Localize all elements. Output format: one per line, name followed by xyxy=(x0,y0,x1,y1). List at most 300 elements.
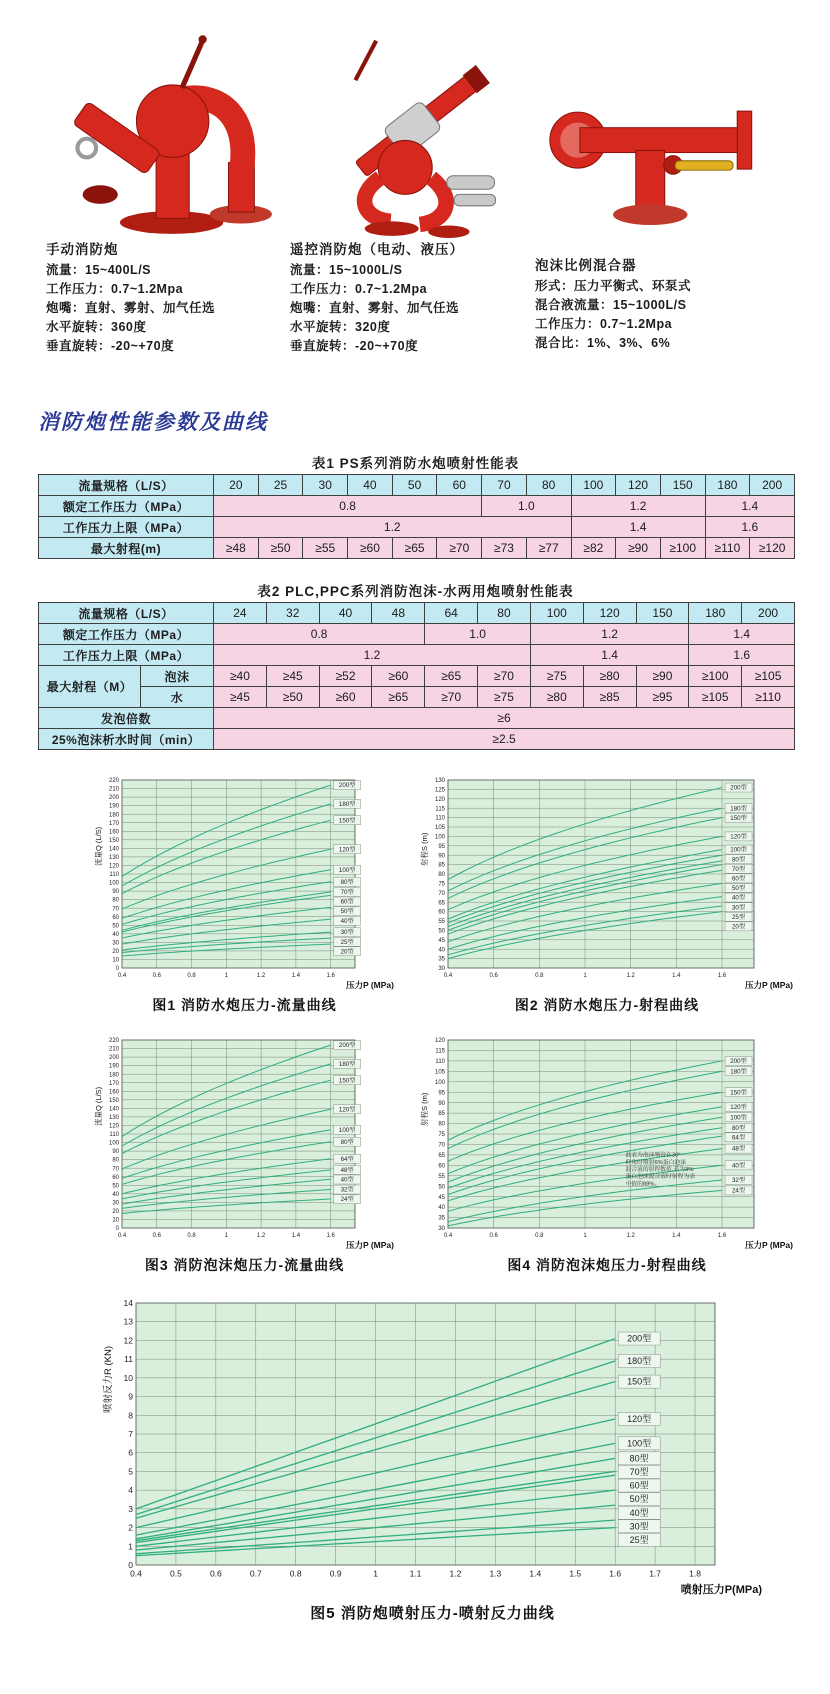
svg-text:30型: 30型 xyxy=(629,1521,649,1532)
svg-text:190: 190 xyxy=(108,803,119,810)
svg-text:75: 75 xyxy=(438,1132,445,1139)
svg-text:64型: 64型 xyxy=(731,1134,746,1142)
table-cell: ≥70 xyxy=(437,538,482,559)
svg-text:150: 150 xyxy=(108,837,119,844)
svg-text:1.6: 1.6 xyxy=(717,1233,727,1239)
svg-text:混合液的射程数值,若为3%: 混合液的射程数值,若为3% xyxy=(625,1166,694,1173)
svg-text:40: 40 xyxy=(438,947,445,954)
svg-text:110: 110 xyxy=(435,1058,445,1065)
svg-text:压力P (MPa): 压力P (MPa) xyxy=(345,1240,394,1250)
svg-text:48型: 48型 xyxy=(731,1145,746,1153)
svg-text:80型: 80型 xyxy=(629,1453,649,1464)
table-cell: 1.4 xyxy=(571,517,705,538)
svg-text:95: 95 xyxy=(438,1090,445,1097)
svg-text:130: 130 xyxy=(434,778,445,785)
table-cell: 发泡倍数 xyxy=(39,708,214,729)
svg-text:120型: 120型 xyxy=(730,833,747,841)
table-cell: ≥60 xyxy=(319,687,372,708)
svg-text:1.8: 1.8 xyxy=(689,1568,701,1579)
svg-text:110: 110 xyxy=(435,815,445,822)
product-spec: 流量：15~1000L/S xyxy=(290,263,403,277)
performance-curve-svg xyxy=(418,772,796,992)
performance-curve-svg xyxy=(92,1032,397,1252)
svg-text:100型: 100型 xyxy=(627,1438,652,1449)
svg-text:3: 3 xyxy=(128,1503,133,1514)
svg-text:120: 120 xyxy=(434,796,445,803)
svg-text:80型: 80型 xyxy=(731,856,746,864)
table-cell: ≥60 xyxy=(372,666,425,687)
svg-text:210: 210 xyxy=(108,786,119,793)
table-cell: ≥110 xyxy=(742,687,795,708)
svg-text:6: 6 xyxy=(128,1447,133,1458)
table-cell: 120 xyxy=(583,603,636,624)
svg-text:24型: 24型 xyxy=(340,1196,354,1204)
product-name: 泡沫比例混合器 xyxy=(535,258,637,273)
svg-text:1.2: 1.2 xyxy=(256,973,266,979)
svg-text:50型: 50型 xyxy=(731,885,746,893)
table-cell: ≥75 xyxy=(478,687,531,708)
svg-text:0.4: 0.4 xyxy=(130,1568,142,1579)
svg-text:70型: 70型 xyxy=(731,865,746,873)
svg-text:65: 65 xyxy=(438,900,445,907)
svg-text:1.2: 1.2 xyxy=(626,1233,635,1239)
svg-text:0.8: 0.8 xyxy=(535,1233,544,1239)
svg-text:60: 60 xyxy=(112,1174,119,1181)
ps-series-table xyxy=(38,474,795,559)
svg-text:90: 90 xyxy=(438,853,445,860)
svg-text:50: 50 xyxy=(438,1184,445,1191)
table-cell: 80 xyxy=(526,475,571,496)
svg-text:射程S (m): 射程S (m) xyxy=(420,1092,429,1126)
figure3-foam-flow-chart xyxy=(92,1032,397,1257)
svg-text:此表为泡沫喷管在30°: 此表为泡沫喷管在30° xyxy=(625,1152,681,1159)
svg-text:100型: 100型 xyxy=(338,1126,356,1134)
svg-text:20: 20 xyxy=(112,949,119,956)
product-spec: 水平旋转：360度 xyxy=(46,320,147,334)
svg-text:180型: 180型 xyxy=(338,1061,356,1069)
performance-curve-svg xyxy=(418,1032,796,1252)
svg-text:0.4: 0.4 xyxy=(117,973,127,979)
table-cell: ≥52 xyxy=(319,666,372,687)
svg-text:1.7: 1.7 xyxy=(649,1568,662,1579)
svg-text:90: 90 xyxy=(112,889,119,896)
table-cell: ≥105 xyxy=(689,687,742,708)
table-cell: 最大射程(m) xyxy=(39,538,214,559)
svg-text:70型: 70型 xyxy=(340,889,354,897)
performance-curve-svg xyxy=(92,772,397,992)
svg-text:75: 75 xyxy=(438,881,445,888)
product-spec: 炮嘴：直射、雾射、加气任选 xyxy=(46,301,216,315)
product-remote-monitor xyxy=(290,20,535,356)
table-cell: ≥95 xyxy=(636,687,689,708)
svg-text:9: 9 xyxy=(128,1391,133,1402)
svg-text:140: 140 xyxy=(108,846,119,853)
svg-text:150: 150 xyxy=(108,1097,119,1104)
table-cell: ≥50 xyxy=(266,687,319,708)
svg-text:120型: 120型 xyxy=(338,846,356,854)
svg-text:150型: 150型 xyxy=(338,817,356,825)
svg-text:180: 180 xyxy=(108,812,119,819)
svg-text:60型: 60型 xyxy=(629,1480,649,1491)
svg-text:50: 50 xyxy=(112,1183,119,1190)
product-spec: 工作压力：0.7~1.2Mpa xyxy=(46,282,184,296)
svg-text:220: 220 xyxy=(108,1038,119,1045)
table-cell: ≥70 xyxy=(425,687,478,708)
svg-text:64型: 64型 xyxy=(340,1155,354,1163)
svg-text:200型: 200型 xyxy=(627,1333,652,1344)
svg-text:压力P (MPa): 压力P (MPa) xyxy=(744,980,793,990)
svg-text:110: 110 xyxy=(109,1132,119,1139)
svg-text:115: 115 xyxy=(435,1048,445,1055)
svg-text:70型: 70型 xyxy=(629,1467,649,1478)
svg-text:95: 95 xyxy=(438,843,445,850)
table-cell: 64 xyxy=(425,603,478,624)
table-cell: 25 xyxy=(258,475,303,496)
table1 xyxy=(38,474,795,559)
svg-text:压力P (MPa): 压力P (MPa) xyxy=(345,980,394,990)
table-cell: 1.6 xyxy=(689,645,795,666)
svg-text:160: 160 xyxy=(108,1089,119,1096)
table-cell: ≥55 xyxy=(303,538,348,559)
svg-text:100: 100 xyxy=(434,834,445,841)
svg-text:40: 40 xyxy=(112,931,119,938)
svg-text:60型: 60型 xyxy=(731,875,746,883)
svg-text:2: 2 xyxy=(128,1522,133,1533)
svg-text:14: 14 xyxy=(123,1297,133,1308)
table-cell: 120 xyxy=(616,475,661,496)
svg-text:50型: 50型 xyxy=(340,908,354,916)
svg-text:0.9: 0.9 xyxy=(329,1568,342,1579)
table-cell: ≥75 xyxy=(530,666,583,687)
table-cell: ≥65 xyxy=(372,687,425,708)
foam-proportioner-image xyxy=(535,78,780,254)
svg-text:80: 80 xyxy=(112,1157,119,1164)
table-cell: 40 xyxy=(319,603,372,624)
svg-text:30型: 30型 xyxy=(731,904,746,912)
svg-text:喷射压力P(MPa): 喷射压力P(MPa) xyxy=(680,1584,762,1596)
svg-text:40: 40 xyxy=(438,1205,445,1212)
svg-text:13: 13 xyxy=(123,1316,133,1327)
svg-text:120型: 120型 xyxy=(338,1106,356,1114)
svg-text:0: 0 xyxy=(115,1226,119,1233)
svg-text:70: 70 xyxy=(112,906,119,913)
svg-text:0.4: 0.4 xyxy=(443,1233,453,1239)
svg-text:105: 105 xyxy=(434,825,445,832)
table-cell: 1.6 xyxy=(705,517,794,538)
table-cell: 100 xyxy=(571,475,616,496)
table-cell: 1.4 xyxy=(689,624,795,645)
svg-text:7: 7 xyxy=(128,1428,133,1439)
svg-text:85: 85 xyxy=(438,862,445,869)
table-cell: 1.2 xyxy=(571,496,705,517)
svg-text:48型: 48型 xyxy=(340,1166,354,1174)
svg-text:70: 70 xyxy=(112,1166,119,1173)
table-cell: 泡沫 xyxy=(141,666,214,687)
table-cell: ≥90 xyxy=(616,538,661,559)
product-spec: 垂直旋转：-20~+70度 xyxy=(290,339,419,353)
table-cell: ≥77 xyxy=(526,538,571,559)
table-cell: 100 xyxy=(530,603,583,624)
svg-text:80型: 80型 xyxy=(731,1124,746,1132)
svg-text:180型: 180型 xyxy=(627,1356,652,1367)
table-cell: ≥48 xyxy=(214,538,259,559)
svg-text:20型: 20型 xyxy=(340,948,354,956)
table-cell: 60 xyxy=(437,475,482,496)
table-cell: 额定工作压力（MPa） xyxy=(39,496,214,517)
table-cell: 1.0 xyxy=(425,624,531,645)
svg-text:32型: 32型 xyxy=(340,1186,354,1194)
table-cell: ≥45 xyxy=(266,666,319,687)
table-cell: 180 xyxy=(689,603,742,624)
svg-text:200型: 200型 xyxy=(730,784,747,792)
svg-text:40型: 40型 xyxy=(340,1176,354,1184)
svg-text:10: 10 xyxy=(123,1372,133,1383)
svg-text:200型: 200型 xyxy=(338,1042,356,1050)
table-cell: 水 xyxy=(141,687,214,708)
svg-text:1.4: 1.4 xyxy=(291,973,301,979)
svg-text:90: 90 xyxy=(438,1100,445,1107)
table-cell: ≥2.5 xyxy=(214,729,795,750)
svg-text:0.6: 0.6 xyxy=(209,1568,222,1579)
svg-text:35: 35 xyxy=(438,1215,445,1222)
product-spec: 工作压力：0.7~1.2Mpa xyxy=(535,317,673,331)
figure5-caption: 图5 消防炮喷射压力-喷射反力曲线 xyxy=(310,1605,555,1622)
table-cell: ≥100 xyxy=(689,666,742,687)
table-cell: ≥85 xyxy=(583,687,636,708)
svg-text:10: 10 xyxy=(112,957,119,964)
product-spec: 工作压力：0.7~1.2Mpa xyxy=(290,282,428,296)
svg-text:125: 125 xyxy=(434,787,445,794)
svg-text:40型: 40型 xyxy=(731,1162,746,1170)
svg-text:0: 0 xyxy=(128,1559,133,1570)
svg-text:1: 1 xyxy=(373,1568,378,1579)
svg-text:1: 1 xyxy=(128,1541,133,1552)
svg-text:25型: 25型 xyxy=(629,1535,649,1546)
svg-text:1: 1 xyxy=(224,973,229,979)
table-cell: 80 xyxy=(478,603,531,624)
product-spec: 炮嘴：直射、雾射、加气任选 xyxy=(290,301,460,315)
svg-text:中值的88%。: 中值的88%。 xyxy=(625,1181,661,1188)
svg-text:0.6: 0.6 xyxy=(152,973,161,979)
svg-text:1.4: 1.4 xyxy=(291,1233,301,1239)
svg-text:100: 100 xyxy=(108,880,119,887)
svg-text:40型: 40型 xyxy=(731,894,746,902)
svg-text:150型: 150型 xyxy=(730,814,747,822)
product-name: 手动消防炮 xyxy=(46,242,119,257)
table-cell: ≥45 xyxy=(214,687,267,708)
svg-text:120: 120 xyxy=(434,1038,445,1045)
remote-fire-monitor-image xyxy=(290,20,535,238)
svg-text:100: 100 xyxy=(434,1079,445,1086)
table-cell: 30 xyxy=(303,475,348,496)
svg-text:仰角时喷射6%蛋白泡沫: 仰角时喷射6%蛋白泡沫 xyxy=(625,1159,687,1166)
svg-text:120: 120 xyxy=(108,1123,119,1130)
svg-text:100型: 100型 xyxy=(730,846,747,854)
svg-text:40: 40 xyxy=(112,1191,119,1198)
product-spec: 垂直旋转：-20~+70度 xyxy=(46,339,175,353)
svg-text:180型: 180型 xyxy=(338,801,356,809)
figure1-water-flow-chart xyxy=(92,772,397,997)
svg-text:120型: 120型 xyxy=(730,1103,747,1111)
table-cell: 48 xyxy=(372,603,425,624)
svg-text:60: 60 xyxy=(438,909,445,916)
table2-title: 表2 PLC,PPC系列消防泡沫-水两用炮喷射性能表 xyxy=(257,584,574,599)
svg-text:180型: 180型 xyxy=(730,1068,747,1076)
table-cell: 70 xyxy=(482,475,527,496)
svg-text:150型: 150型 xyxy=(338,1077,356,1085)
figure5-reaction-force-chart xyxy=(100,1295,765,1602)
product-manual-monitor xyxy=(46,26,291,356)
manual-fire-monitor-image xyxy=(46,26,291,238)
svg-text:1.2: 1.2 xyxy=(256,1233,266,1239)
svg-text:0.6: 0.6 xyxy=(152,1233,161,1239)
table-cell: 20 xyxy=(214,475,259,496)
table-cell: ≥70 xyxy=(478,666,531,687)
svg-text:80: 80 xyxy=(438,1121,445,1128)
svg-text:1: 1 xyxy=(583,1233,587,1239)
table-cell: 50 xyxy=(392,475,437,496)
svg-text:25型: 25型 xyxy=(731,913,746,921)
svg-text:30: 30 xyxy=(112,1200,119,1207)
svg-text:流量Q (L/S): 流量Q (L/S) xyxy=(94,826,103,866)
svg-text:130: 130 xyxy=(108,1115,119,1122)
svg-text:60: 60 xyxy=(112,914,119,921)
svg-text:170: 170 xyxy=(108,820,119,827)
figure4-caption: 图4 消防泡沫炮压力-射程曲线 xyxy=(507,1257,707,1273)
svg-text:1.1: 1.1 xyxy=(409,1568,422,1579)
table-cell: 1.4 xyxy=(530,645,688,666)
svg-text:10: 10 xyxy=(112,1217,119,1224)
table-cell: 1.0 xyxy=(482,496,571,517)
svg-text:压力P (MPa): 压力P (MPa) xyxy=(744,1240,793,1250)
svg-text:100型: 100型 xyxy=(730,1114,747,1122)
table-cell: 200 xyxy=(742,603,795,624)
svg-text:0.4: 0.4 xyxy=(443,973,453,979)
svg-text:1.2: 1.2 xyxy=(626,973,635,979)
svg-text:45: 45 xyxy=(438,937,445,944)
table-cell: 0.8 xyxy=(214,624,425,645)
table-cell: 额定工作压力（MPa） xyxy=(39,624,214,645)
table-cell: 1.4 xyxy=(705,496,794,517)
svg-text:110: 110 xyxy=(109,872,119,879)
svg-text:60: 60 xyxy=(438,1163,445,1170)
table-cell: ≥73 xyxy=(482,538,527,559)
svg-text:20: 20 xyxy=(112,1209,119,1216)
svg-text:蛋白泡沫混合液时射程为表: 蛋白泡沫混合液时射程为表 xyxy=(625,1174,696,1181)
table2 xyxy=(38,602,795,750)
table-cell: 24 xyxy=(214,603,267,624)
svg-text:1.2: 1.2 xyxy=(449,1568,462,1579)
svg-text:1.6: 1.6 xyxy=(326,1233,335,1239)
svg-text:30型: 30型 xyxy=(340,929,354,937)
svg-text:200型: 200型 xyxy=(730,1057,747,1065)
svg-text:80: 80 xyxy=(438,872,445,879)
svg-text:喷射反力R (KN): 喷射反力R (KN) xyxy=(103,1345,114,1413)
svg-text:50型: 50型 xyxy=(629,1494,649,1505)
svg-text:105: 105 xyxy=(434,1069,445,1076)
svg-text:140: 140 xyxy=(108,1106,119,1113)
svg-text:180型: 180型 xyxy=(730,805,747,813)
svg-text:55: 55 xyxy=(438,1173,445,1180)
svg-text:35: 35 xyxy=(438,956,445,963)
svg-text:0.5: 0.5 xyxy=(170,1568,182,1579)
svg-text:30: 30 xyxy=(112,940,119,947)
svg-text:0.7: 0.7 xyxy=(249,1568,262,1579)
svg-text:11: 11 xyxy=(124,1354,133,1365)
table-cell: 150 xyxy=(660,475,705,496)
svg-text:12: 12 xyxy=(123,1335,133,1346)
svg-text:50: 50 xyxy=(438,928,445,935)
table-cell: 工作压力上限（MPa） xyxy=(39,645,214,666)
svg-text:4: 4 xyxy=(128,1485,133,1496)
table-cell: ≥105 xyxy=(742,666,795,687)
svg-text:1.6: 1.6 xyxy=(717,973,727,979)
svg-text:射程S (m): 射程S (m) xyxy=(420,832,429,866)
table-cell: 32 xyxy=(266,603,319,624)
svg-text:200: 200 xyxy=(108,1055,119,1062)
svg-text:170: 170 xyxy=(108,1080,119,1087)
svg-text:150型: 150型 xyxy=(730,1089,747,1097)
svg-text:0.6: 0.6 xyxy=(489,973,498,979)
svg-text:80: 80 xyxy=(112,897,119,904)
product-spec: 流量：15~400L/S xyxy=(46,263,152,277)
svg-text:0.8: 0.8 xyxy=(535,973,544,979)
svg-text:40型: 40型 xyxy=(340,917,354,925)
product-foam-proportioner xyxy=(535,78,780,353)
figure2-water-range-chart xyxy=(418,772,796,997)
table-cell: ≥60 xyxy=(348,538,393,559)
svg-text:200型: 200型 xyxy=(338,782,356,790)
plc-ppc-series-table xyxy=(38,602,795,750)
table-cell: 40 xyxy=(348,475,393,496)
svg-text:80型: 80型 xyxy=(340,1138,354,1146)
svg-text:100: 100 xyxy=(108,1140,119,1147)
svg-text:50: 50 xyxy=(112,923,119,930)
table-cell: 0.8 xyxy=(214,496,482,517)
svg-text:30: 30 xyxy=(438,966,445,973)
svg-text:1: 1 xyxy=(583,973,587,979)
svg-text:70: 70 xyxy=(438,1142,445,1149)
svg-text:1: 1 xyxy=(224,1233,229,1239)
svg-text:1.6: 1.6 xyxy=(326,973,335,979)
svg-text:20型: 20型 xyxy=(731,923,746,931)
table-cell: ≥90 xyxy=(636,666,689,687)
table-cell: ≥65 xyxy=(392,538,437,559)
figure3-caption: 图3 消防泡沫炮压力-流量曲线 xyxy=(144,1257,345,1273)
svg-text:1.6: 1.6 xyxy=(609,1568,622,1579)
table-cell: 工作压力上限（MPa） xyxy=(39,517,214,538)
svg-text:0: 0 xyxy=(115,966,119,973)
svg-text:1.5: 1.5 xyxy=(569,1568,582,1579)
svg-text:70: 70 xyxy=(438,890,445,897)
table-cell: ≥80 xyxy=(530,687,583,708)
table-cell: ≥120 xyxy=(750,538,795,559)
svg-text:120: 120 xyxy=(108,863,119,870)
product-spec: 形式：压力平衡式、环泵式 xyxy=(535,279,692,293)
svg-text:80型: 80型 xyxy=(340,878,354,886)
table-cell: ≥82 xyxy=(571,538,616,559)
svg-text:1.4: 1.4 xyxy=(529,1568,542,1579)
svg-text:32型: 32型 xyxy=(731,1177,746,1185)
svg-text:45: 45 xyxy=(438,1194,445,1201)
section-title: 消防炮性能参数及曲线 xyxy=(38,411,268,434)
svg-text:65: 65 xyxy=(438,1152,445,1159)
table-cell: 1.2 xyxy=(214,645,531,666)
table-cell: 流量规格（L/S） xyxy=(39,475,214,496)
svg-text:1.3: 1.3 xyxy=(489,1568,502,1579)
table-cell: ≥40 xyxy=(214,666,267,687)
svg-text:160: 160 xyxy=(108,829,119,836)
